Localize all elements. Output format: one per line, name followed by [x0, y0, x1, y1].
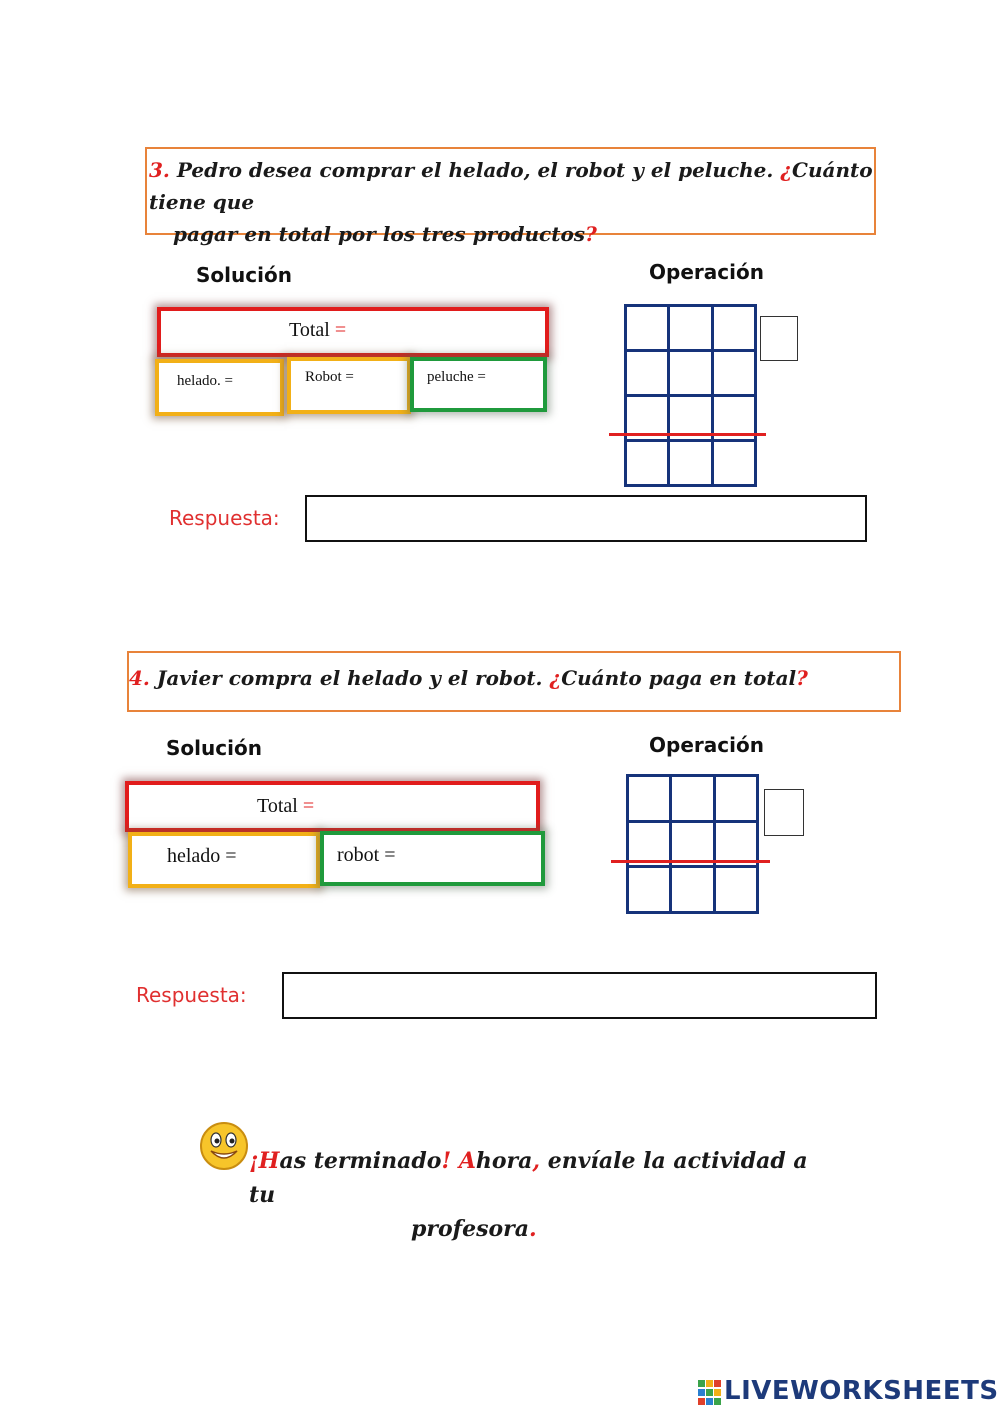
grid-cell[interactable] — [712, 351, 755, 396]
question-3-box — [145, 147, 876, 246]
question-4-box: 4. Javier compra el helado y el robot. ¿Cuánto paga en total? — [127, 651, 901, 712]
operation-grid — [624, 304, 757, 487]
grid-cell[interactable] — [712, 306, 755, 351]
liveworksheets-logo-text: LIVEWORKSHEETS — [724, 1376, 999, 1406]
closing-line2: profesora. — [411, 1216, 537, 1242]
helado-box[interactable]: helado. = — [155, 359, 284, 416]
total-box[interactable]: Total = — [157, 307, 549, 357]
grid-cell[interactable] — [669, 351, 712, 396]
question-3-line1: 3. Pedro desea comprar el helado, el robot y el peluche. ¿Cuánto tiene que — [149, 158, 873, 214]
smiley-face-icon — [199, 1121, 249, 1171]
grid-cell[interactable] — [671, 867, 714, 913]
operacion-label: Operación — [649, 733, 764, 757]
respuesta-label: Respuesta: — [136, 983, 247, 1007]
carry-box[interactable] — [764, 789, 804, 836]
robot-box[interactable]: robot = — [320, 831, 545, 886]
solucion-label: Solución — [196, 263, 292, 287]
sum-line — [611, 860, 770, 863]
peluche-box[interactable]: peluche = — [410, 357, 547, 412]
grid-cell[interactable] — [626, 351, 669, 396]
grid-cell[interactable] — [626, 306, 669, 351]
solucion-label: Solución — [166, 736, 262, 760]
respuesta-input[interactable] — [305, 495, 867, 542]
total-box[interactable]: Total = — [125, 781, 540, 832]
helado-box[interactable]: helado = — [128, 832, 320, 888]
grid-cell[interactable] — [714, 776, 757, 822]
closing-message — [249, 1144, 809, 1246]
operacion-label: Operación — [649, 260, 764, 284]
question-3-line2: pagar en total por los tres productos? — [173, 222, 597, 246]
respuesta-label: Respuesta: — [169, 506, 280, 530]
liveworksheets-logo-icon — [698, 1380, 722, 1406]
grid-cell[interactable] — [714, 867, 757, 913]
grid-cell[interactable] — [669, 441, 712, 486]
closing-line1: ¡Has terminado! Ahora, envíale la actividad a tu — [249, 1148, 808, 1208]
grid-cell[interactable] — [628, 776, 671, 822]
operation-grid — [626, 774, 759, 914]
grid-cell[interactable] — [669, 306, 712, 351]
grid-cell[interactable] — [626, 441, 669, 486]
grid-cell[interactable] — [671, 776, 714, 822]
robot-box[interactable]: Robot = — [287, 357, 411, 414]
respuesta-input[interactable] — [282, 972, 877, 1019]
grid-cell[interactable] — [712, 441, 755, 486]
grid-cell[interactable] — [628, 867, 671, 913]
sum-line — [609, 433, 766, 436]
carry-box[interactable] — [760, 316, 798, 361]
